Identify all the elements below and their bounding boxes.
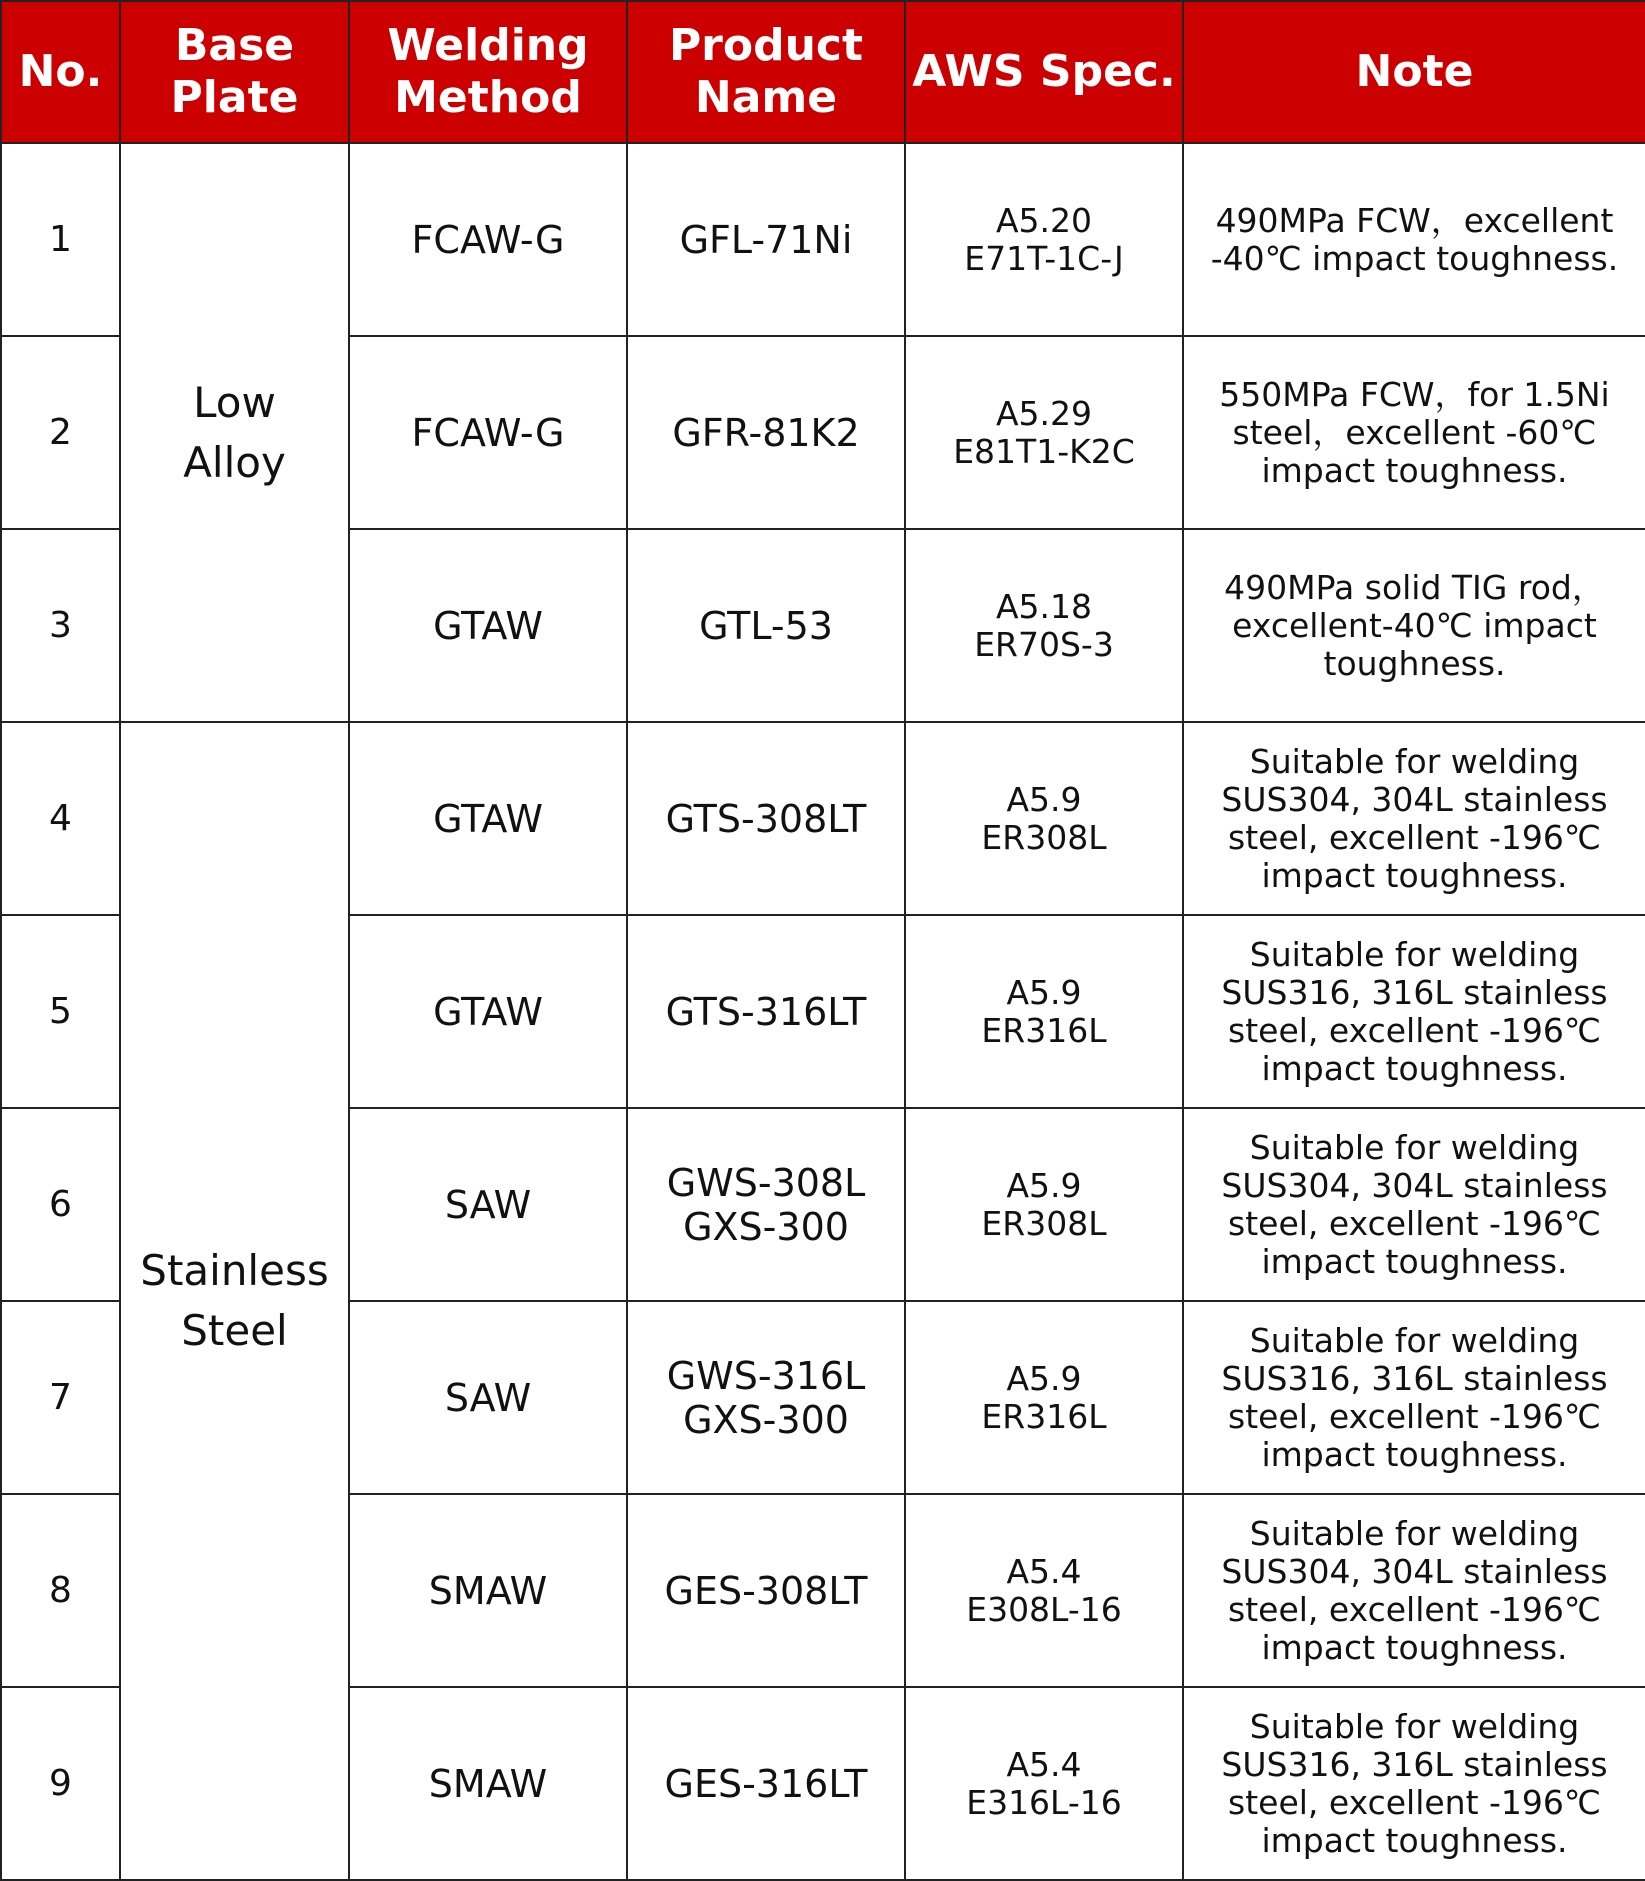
- aws-spec: A5.9 ER316L: [905, 915, 1183, 1108]
- aws-spec: A5.18 ER70S-3: [905, 529, 1183, 722]
- welding-method: SMAW: [349, 1494, 627, 1687]
- welding-method: GTAW: [349, 722, 627, 915]
- row-number: 2: [1, 336, 120, 529]
- note: Suitable for welding SUS304, 304L stainless steel, excellent -196℃ impact toughness.: [1183, 1494, 1645, 1687]
- base-plate-low-alloy: Low Alloy: [120, 143, 349, 722]
- aws-spec: A5.4 E316L-16: [905, 1687, 1183, 1880]
- note: 550MPa FCW，for 1.5Ni steel，excellent -60℃ impact toughness.: [1183, 336, 1645, 529]
- note: 490MPa solid TIG rod，excellent-40℃ impact toughness.: [1183, 529, 1645, 722]
- welding-method: SAW: [349, 1301, 627, 1494]
- welding-method: FCAW-G: [349, 336, 627, 529]
- note: Suitable for welding SUS304, 304L stainless steel, excellent -196℃ impact toughness.: [1183, 722, 1645, 915]
- note: Suitable for welding SUS316, 316L stainless steel, excellent -196℃ impact toughness.: [1183, 1301, 1645, 1494]
- note: Suitable for welding SUS304, 304L stainless steel, excellent -196℃ impact toughness.: [1183, 1108, 1645, 1301]
- welding-method: GTAW: [349, 915, 627, 1108]
- aws-spec: A5.9 ER308L: [905, 722, 1183, 915]
- aws-spec: A5.9 ER316L: [905, 1301, 1183, 1494]
- table-row: [1, 722, 1645, 915]
- product-name: GWS-308L GXS-300: [627, 1108, 905, 1301]
- welding-method: SMAW: [349, 1687, 627, 1880]
- row-number: 6: [1, 1108, 120, 1301]
- header-no: No.: [1, 1, 120, 143]
- product-name: GES-308LT: [627, 1494, 905, 1687]
- aws-spec: A5.20 E71T-1C-J: [905, 143, 1183, 336]
- note: Suitable for welding SUS316, 316L stainless steel, excellent -196℃ impact toughness.: [1183, 1687, 1645, 1880]
- row-number: 3: [1, 529, 120, 722]
- welding-method: GTAW: [349, 529, 627, 722]
- note: 490MPa FCW，excellent -40℃ impact toughness.: [1183, 143, 1645, 336]
- header-product-name: Product Name: [627, 1, 905, 143]
- product-name: GTL-53: [627, 529, 905, 722]
- welding-method: FCAW-G: [349, 143, 627, 336]
- header-base-plate: Base Plate: [120, 1, 349, 143]
- welding-method: SAW: [349, 1108, 627, 1301]
- aws-spec: A5.9 ER308L: [905, 1108, 1183, 1301]
- row-number: 4: [1, 722, 120, 915]
- aws-spec: A5.4 E308L-16: [905, 1494, 1183, 1687]
- product-name: GWS-316L GXS-300: [627, 1301, 905, 1494]
- header-note: Note: [1183, 1, 1645, 143]
- header-row: [1, 1, 1645, 143]
- product-name: GTS-308LT: [627, 722, 905, 915]
- header-welding-method: Welding Method: [349, 1, 627, 143]
- note: Suitable for welding SUS316, 316L stainless steel, excellent -196℃ impact toughness.: [1183, 915, 1645, 1108]
- row-number: 5: [1, 915, 120, 1108]
- header-aws-spec: AWS Spec.: [905, 1, 1183, 143]
- row-number: 7: [1, 1301, 120, 1494]
- aws-spec: A5.29 E81T1-K2C: [905, 336, 1183, 529]
- product-name: GFR-81K2: [627, 336, 905, 529]
- product-name: GFL-71Ni: [627, 143, 905, 336]
- row-number: 9: [1, 1687, 120, 1880]
- table-row: [1, 143, 1645, 336]
- product-name: GTS-316LT: [627, 915, 905, 1108]
- row-number: 8: [1, 1494, 120, 1687]
- row-number: 1: [1, 143, 120, 336]
- base-plate-stainless-steel: Stainless Steel: [120, 722, 349, 1880]
- product-name: GES-316LT: [627, 1687, 905, 1880]
